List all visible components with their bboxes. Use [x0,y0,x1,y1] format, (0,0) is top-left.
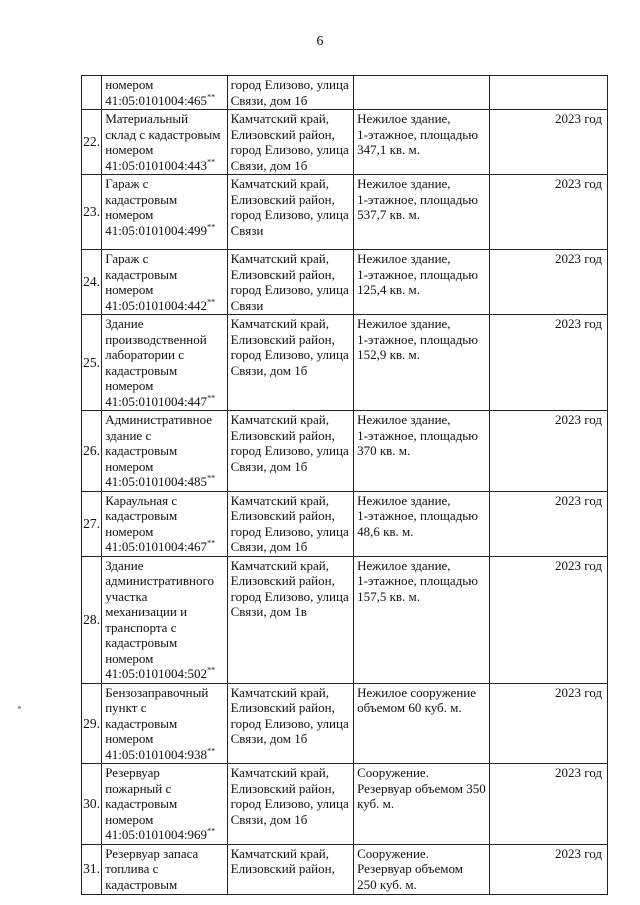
object-name-line: кадастровым [105,508,178,523]
description-line: Резервуар объемом [357,861,464,876]
description-cell [354,683,490,764]
year-cell: 2023 год [489,315,607,411]
address-line: Камчатский край, [230,684,329,700]
row-number: 29. [82,683,102,764]
description-cell [354,250,490,315]
property-table [81,75,608,895]
object-name-line: 41:05:0101004:442** [105,297,216,313]
row-number: 30. [82,764,102,845]
table-row [82,491,608,556]
description-cell [354,76,490,110]
address-cell [227,764,353,845]
object-name-line: участка [105,588,148,604]
object-name-line: кадастровым [105,191,178,207]
object-name-line: Резервуар [105,765,160,780]
address-line: Камчатский край, [230,845,329,861]
object-name-line: номером [105,378,154,393]
footnote-mark: ** [207,92,216,102]
object-name-line: 41:05:0101004:447** [105,393,216,409]
table-row [82,76,608,110]
object-name-line: номером [105,207,154,222]
object-name-line: номером [105,282,154,297]
description-cell [354,411,490,492]
footnote-mark: ** [207,297,216,307]
object-name-line: кадастровым [105,796,178,811]
object-name-cell [102,250,227,315]
description-line: 1-этажное, площадью [357,191,478,207]
object-name-line: номером [105,811,154,827]
object-name-line: кадастровым [105,443,178,458]
object-name-line: 41:05:0101004:467** [105,538,216,554]
description-line: Нежилое здание, [357,111,451,126]
address-line: Камчатский край, [230,412,329,427]
description-line: объемом 60 куб. м. [357,700,462,715]
description-line: 152,9 кв. м. [357,347,421,362]
object-name-line: 41:05:0101004:465** [105,92,216,108]
address-line: город Елизово, улица [230,443,349,458]
address-line: город Елизово, улица [230,347,349,362]
description-line: Нежилое здание, [357,316,451,331]
address-cell [227,250,353,315]
address-line: Связи, дом 1в [230,604,307,619]
year-cell: 2023 год [489,411,607,492]
address-cell [227,76,353,110]
description-line: куб. м. [357,796,395,811]
row-number: 27. [82,491,102,556]
address-line: город Елизово, улица [230,282,349,297]
address-line: Связи, дом 1б [230,92,308,108]
object-name-line: Здание [105,316,144,331]
object-name-cell [102,411,227,492]
description-line: 1-этажное, площадью [357,331,478,347]
object-name-line: транспорта с [105,619,177,635]
object-name-cell [102,175,227,250]
object-name-line: пожарный с [105,780,172,796]
object-name-cell [102,683,227,764]
table-row [82,764,608,845]
address-cell [227,411,353,492]
description-line: 1-этажное, площадью [357,427,478,443]
address-line: Елизовский район, [230,191,335,207]
object-name-cell [102,844,227,894]
description-line: 157,5 кв. м. [357,588,421,604]
object-name-line: производственной [105,331,207,347]
address-cell [227,175,353,250]
address-line: Камчатский край, [230,492,329,508]
address-line: Камчатский край, [230,176,329,191]
object-name-line: кадастровым [105,876,178,892]
address-line: Связи, дом 1б [230,731,308,746]
row-number: 24. [82,250,102,315]
object-name-line: склад с кадастровым [105,126,221,142]
address-line: Связи, дом 1б [230,811,308,827]
address-line: Камчатский край, [230,557,329,573]
object-name-line: 41:05:0101004:502** [105,665,216,681]
year-cell: 2023 год [489,764,607,845]
page-number: 6 [316,34,324,49]
object-name-line: 41:05:0101004:485** [105,473,216,489]
year-cell: 2023 год [489,491,607,556]
description-line: Сооружение. [357,845,429,861]
object-name-line: 41:05:0101004:499** [105,222,216,238]
address-cell [227,315,353,411]
description-cell [354,764,490,845]
address-line: Елизовский район, [230,700,335,715]
footnote-mark: ** [207,538,216,548]
address-line: Камчатский край, [230,251,329,266]
object-name-line: Гараж с [105,251,149,266]
description-line: 1-этажное, площадью [357,126,478,142]
year-cell [489,76,607,110]
property-table-body [82,76,608,895]
address-line: Елизовский район, [230,266,335,282]
footnote-mark: ** [207,222,216,232]
description-line: Сооружение. [357,765,429,780]
footnote-mark: ** [207,157,216,167]
row-number: 28. [82,556,102,683]
year-cell: 2023 год [489,175,607,250]
address-line: Елизовский район, [230,780,335,796]
address-line: Камчатский край, [230,316,329,331]
description-line: Резервуар объемом 350 [357,780,486,796]
object-name-line: кадастровым [105,362,178,378]
row-number: 31. [82,844,102,894]
address-line: Елизовский район, [230,126,335,142]
description-line: 370 кв. м. [357,443,411,458]
address-line: Елизовский район, [230,508,335,523]
description-cell [354,315,490,411]
description-line: Нежилое здание, [357,492,451,508]
year-cell: 2023 год [489,556,607,683]
object-name-line: Административное [105,412,213,427]
address-line: город Елизово, улица [230,588,349,604]
scan-speck [18,706,21,709]
description-cell [354,175,490,250]
address-line: Связи [230,222,264,238]
description-line: 125,4 кв. м. [357,282,421,297]
object-name-line: Караульная с [105,492,178,508]
address-cell [227,491,353,556]
address-line: Елизовский район, [230,861,335,876]
description-line: 537,7 кв. м. [357,207,421,222]
object-name-line: здание с [105,427,152,443]
object-name-cell [102,76,227,110]
object-name-line: кадастровым [105,715,178,731]
row-number: 22. [82,110,102,175]
table-row [82,250,608,315]
description-line: 1-этажное, площадью [357,508,478,523]
object-name-line: номером [105,142,154,157]
footnote-mark: ** [207,665,216,675]
object-name-line: Гараж с [105,176,149,191]
description-cell [354,110,490,175]
description-line: 1-этажное, площадью [357,266,478,282]
footnote-mark: ** [207,826,216,836]
row-number: 23. [82,175,102,250]
description-cell [354,556,490,683]
address-line: Елизовский район, [230,573,335,588]
description-line: Нежилое здание, [357,557,451,573]
object-name-line: Резервуар запаса [105,845,199,861]
address-line: Елизовский район, [230,427,335,443]
table-row [82,844,608,894]
address-line: город Елизово, улица [230,77,349,92]
address-line: Камчатский край, [230,765,329,780]
table-row [82,556,608,683]
footnote-mark: ** [207,393,216,403]
description-line: 1-этажное, площадью [357,573,478,588]
object-name-line: 41:05:0101004:938** [105,746,216,762]
object-name-line: административного [105,573,214,588]
table-row [82,110,608,175]
row-number: 25. [82,315,102,411]
table-row [82,683,608,764]
object-name-line: Материальный [105,111,189,126]
address-line: город Елизово, улица [230,523,349,539]
object-name-line: пункт с [105,700,147,715]
year-cell: 2023 год [489,110,607,175]
address-line: город Елизово, улица [230,715,349,731]
description-line: 347,1 кв. м. [357,142,421,157]
object-name-line: номером [105,523,154,539]
address-cell [227,110,353,175]
address-line: город Елизово, улица [230,207,349,222]
object-name-line: кадастровым [105,266,178,282]
year-cell: 2023 год [489,250,607,315]
table-row [82,411,608,492]
year-cell: 2023 год [489,683,607,764]
footnote-mark: ** [207,746,216,756]
object-name-cell [102,764,227,845]
table-row [82,175,608,250]
description-cell [354,491,490,556]
object-name-line: Бензозаправочный [105,684,209,700]
address-line: Связи [230,297,264,313]
description-cell [354,844,490,894]
object-name-line: номером [105,77,154,92]
address-line: Связи, дом 1б [230,157,308,173]
object-name-line: механизации и [105,604,188,619]
object-name-line: номером [105,458,154,474]
description-line: Нежилое здание, [357,412,451,427]
object-name-line: кадастровым [105,635,178,650]
row-number: 26. [82,411,102,492]
description-line: Нежилое здание, [357,176,451,191]
object-name-cell [102,556,227,683]
object-name-line: номером [105,731,154,746]
table-row [82,315,608,411]
description-line: 48,6 кв. м. [357,523,414,539]
object-name-line: номером [105,650,154,666]
description-line: Нежилое здание, [357,251,451,266]
address-cell [227,844,353,894]
footnote-mark: ** [207,473,216,483]
address-line: Связи, дом 1б [230,362,308,378]
row-number [82,76,102,110]
address-cell [227,683,353,764]
address-line: город Елизово, улица [230,142,349,157]
object-name-line: 41:05:0101004:443** [105,157,216,173]
address-line: Связи, дом 1б [230,458,308,474]
address-line: город Елизово, улица [230,796,349,811]
object-name-line: топлива с [105,861,159,876]
year-cell: 2023 год [489,844,607,894]
object-name-line: лаборатории с [105,347,184,362]
description-line: Нежилое сооружение [357,684,477,700]
object-name-cell [102,110,227,175]
address-line: Камчатский край, [230,111,329,126]
object-name-line: Здание [105,557,144,573]
object-name-line: 41:05:0101004:969** [105,826,216,842]
object-name-cell [102,315,227,411]
address-line: Связи, дом 1б [230,539,308,554]
description-line: 250 куб. м. [357,876,417,892]
address-line: Елизовский район, [230,331,335,347]
address-cell [227,556,353,683]
object-name-cell [102,491,227,556]
